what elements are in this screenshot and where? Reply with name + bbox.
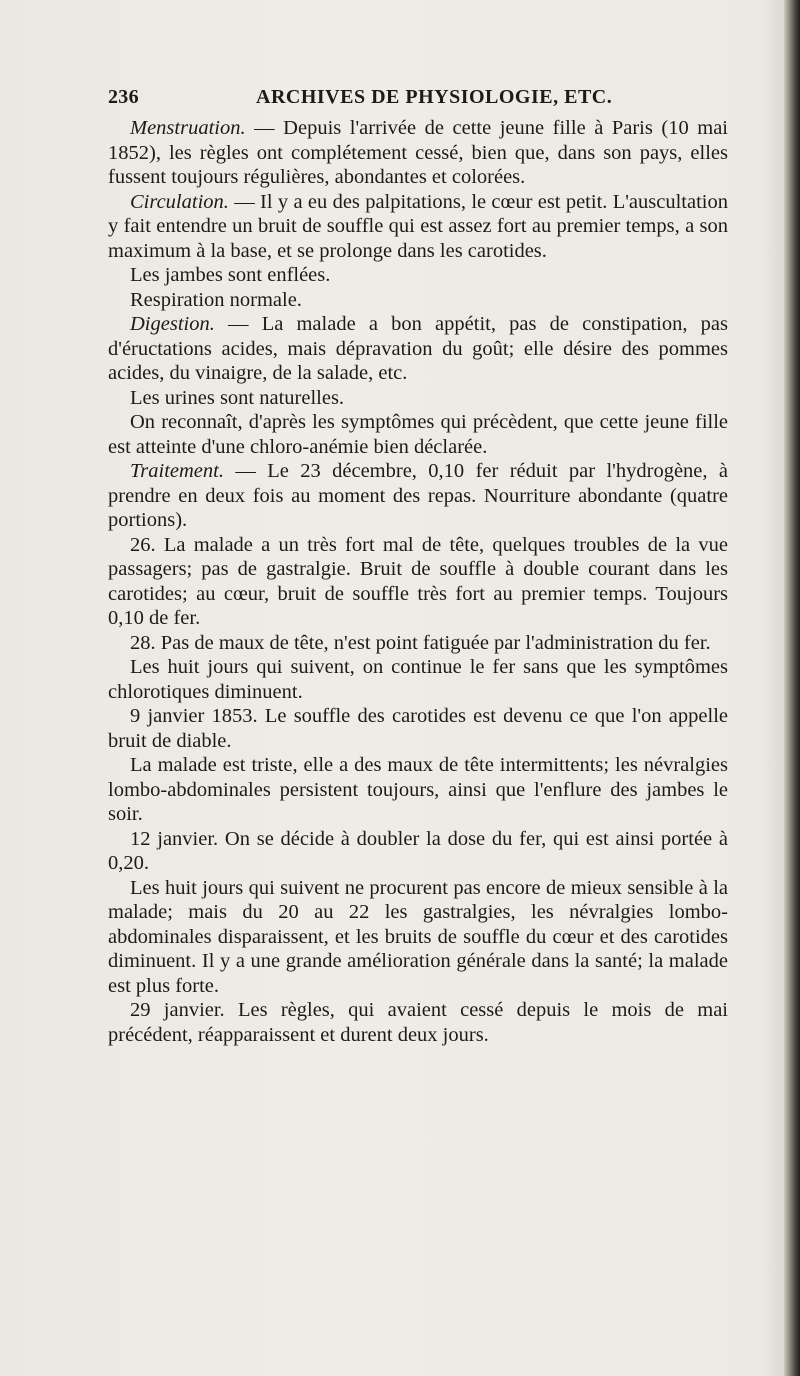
running-title: ARCHIVES DE PHYSIOLOGIE, ETC. [256,86,613,108]
paragraph-text: 9 janvier 1853. Le souffle des carotides est devenu ce que l'on appelle bruit de diable. [108,705,728,752]
rubric-circulation: Circulation. [130,190,229,213]
paragraph-text: 26. La malade a un très fort mal de tête, quelques troubles de la vue passagers; pas de gastralgie. Bruit de souffle à double courant dans les carotides; au cœur, bruit de souffle très fort au premier temps. Toujours 0,10 de fer. [108,533,728,629]
paragraph-day-28 [108,631,728,656]
paragraph-text: — Il y a eu des palpitations, le cœur est petit. L'auscultation y fait entendre un bruit de souffle qui est assez fort au premier temps, a son maximum à la base, et se prolonge dans les carotides. [108,190,728,262]
paragraph-text: Les jambes sont enflées. [130,264,331,286]
page-header [108,86,708,116]
rubric-menstruation: Menstruation. [130,117,246,139]
paragraph-menstruation [108,116,728,190]
paragraph-text: La malade est triste, elle a des maux de tête intermittents; les névralgies lombo-abdominales persistent toujours, ainsi que l'enflure des jambes le soir. [108,754,728,825]
paragraph-text: — Le 23 décembre, 0,10 fer réduit par l'hydrogène, à prendre en deux fois au moment des repas. Nourriture abondante (quatre portions). [108,460,728,531]
paragraph-diagnosis [108,410,728,459]
paragraph-9-january [108,704,728,753]
paragraph-text: Les huit jours qui suivent, on continue le fer sans que les symptômes chlorotiques diminuent. [108,656,728,703]
paragraph-text: Les huit jours qui suivent ne procurent pas encore de mieux sensible à la malade; mais du 20 au 22 les gastralgies, les névralgies lombo-abdominales disparaissent, et les bruits de souffle du cœur et des carotides diminuent. Il y a une grande amélioration générale dans la santé; la malade est plus forte. [108,876,728,997]
paragraph-circulation [108,190,728,264]
paragraph-text: — La malade a bon appétit, pas de constipation, pas d'éructations acides, mais dépravation du goût; elle désire des pommes acides, du vinaigre, de la salade, etc. [108,313,728,384]
paragraph-text: 12 janvier. On se décide à doubler la dose du fer, qui est ainsi portée à 0,20. [108,827,728,874]
page-number: 236 [108,86,139,108]
paragraph-sad [108,753,728,827]
body-text [108,116,728,1047]
paragraph-urines [108,386,728,411]
paragraph-text: 28. Pas de maux de tête, n'est point fatiguée par l'administration du fer. [130,631,711,654]
paragraph-eight-days [108,655,728,704]
paragraph-legs [108,263,728,288]
paragraph-29-january [108,998,728,1047]
book-spine [784,0,800,1376]
paragraph-text: Les urines sont naturelles. [130,386,345,409]
paragraph-text: 29 janvier. Les règles, qui avaient cessé depuis le mois de mai précédent, réapparaissent et durent deux jours. [108,999,728,1046]
paragraph-day-26 [108,533,728,631]
rubric-digestion: Digestion. [130,313,215,335]
paragraph-digestion [108,312,728,386]
paragraph-improvement [108,876,728,999]
gutter-shadow [762,0,784,1376]
paragraph-text: Respiration normale. [130,288,302,311]
paragraph-text: On reconnaît, d'après les symptômes qui précèdent, que cette jeune fille est atteinte d'une chloro-anémie bien déclarée. [108,411,728,458]
paragraph-respiration [108,288,728,313]
rubric-treatment: Traitement. [130,460,224,482]
paragraph-treatment [108,459,728,533]
paragraph-12-january [108,827,728,876]
paragraph-text: — Depuis l'arrivée de cette jeune fille à Paris (10 mai 1852), les règles ont complétement cessé, bien que, dans son pays, elles fussent toujours régulières, abondantes et colorées. [108,117,728,188]
